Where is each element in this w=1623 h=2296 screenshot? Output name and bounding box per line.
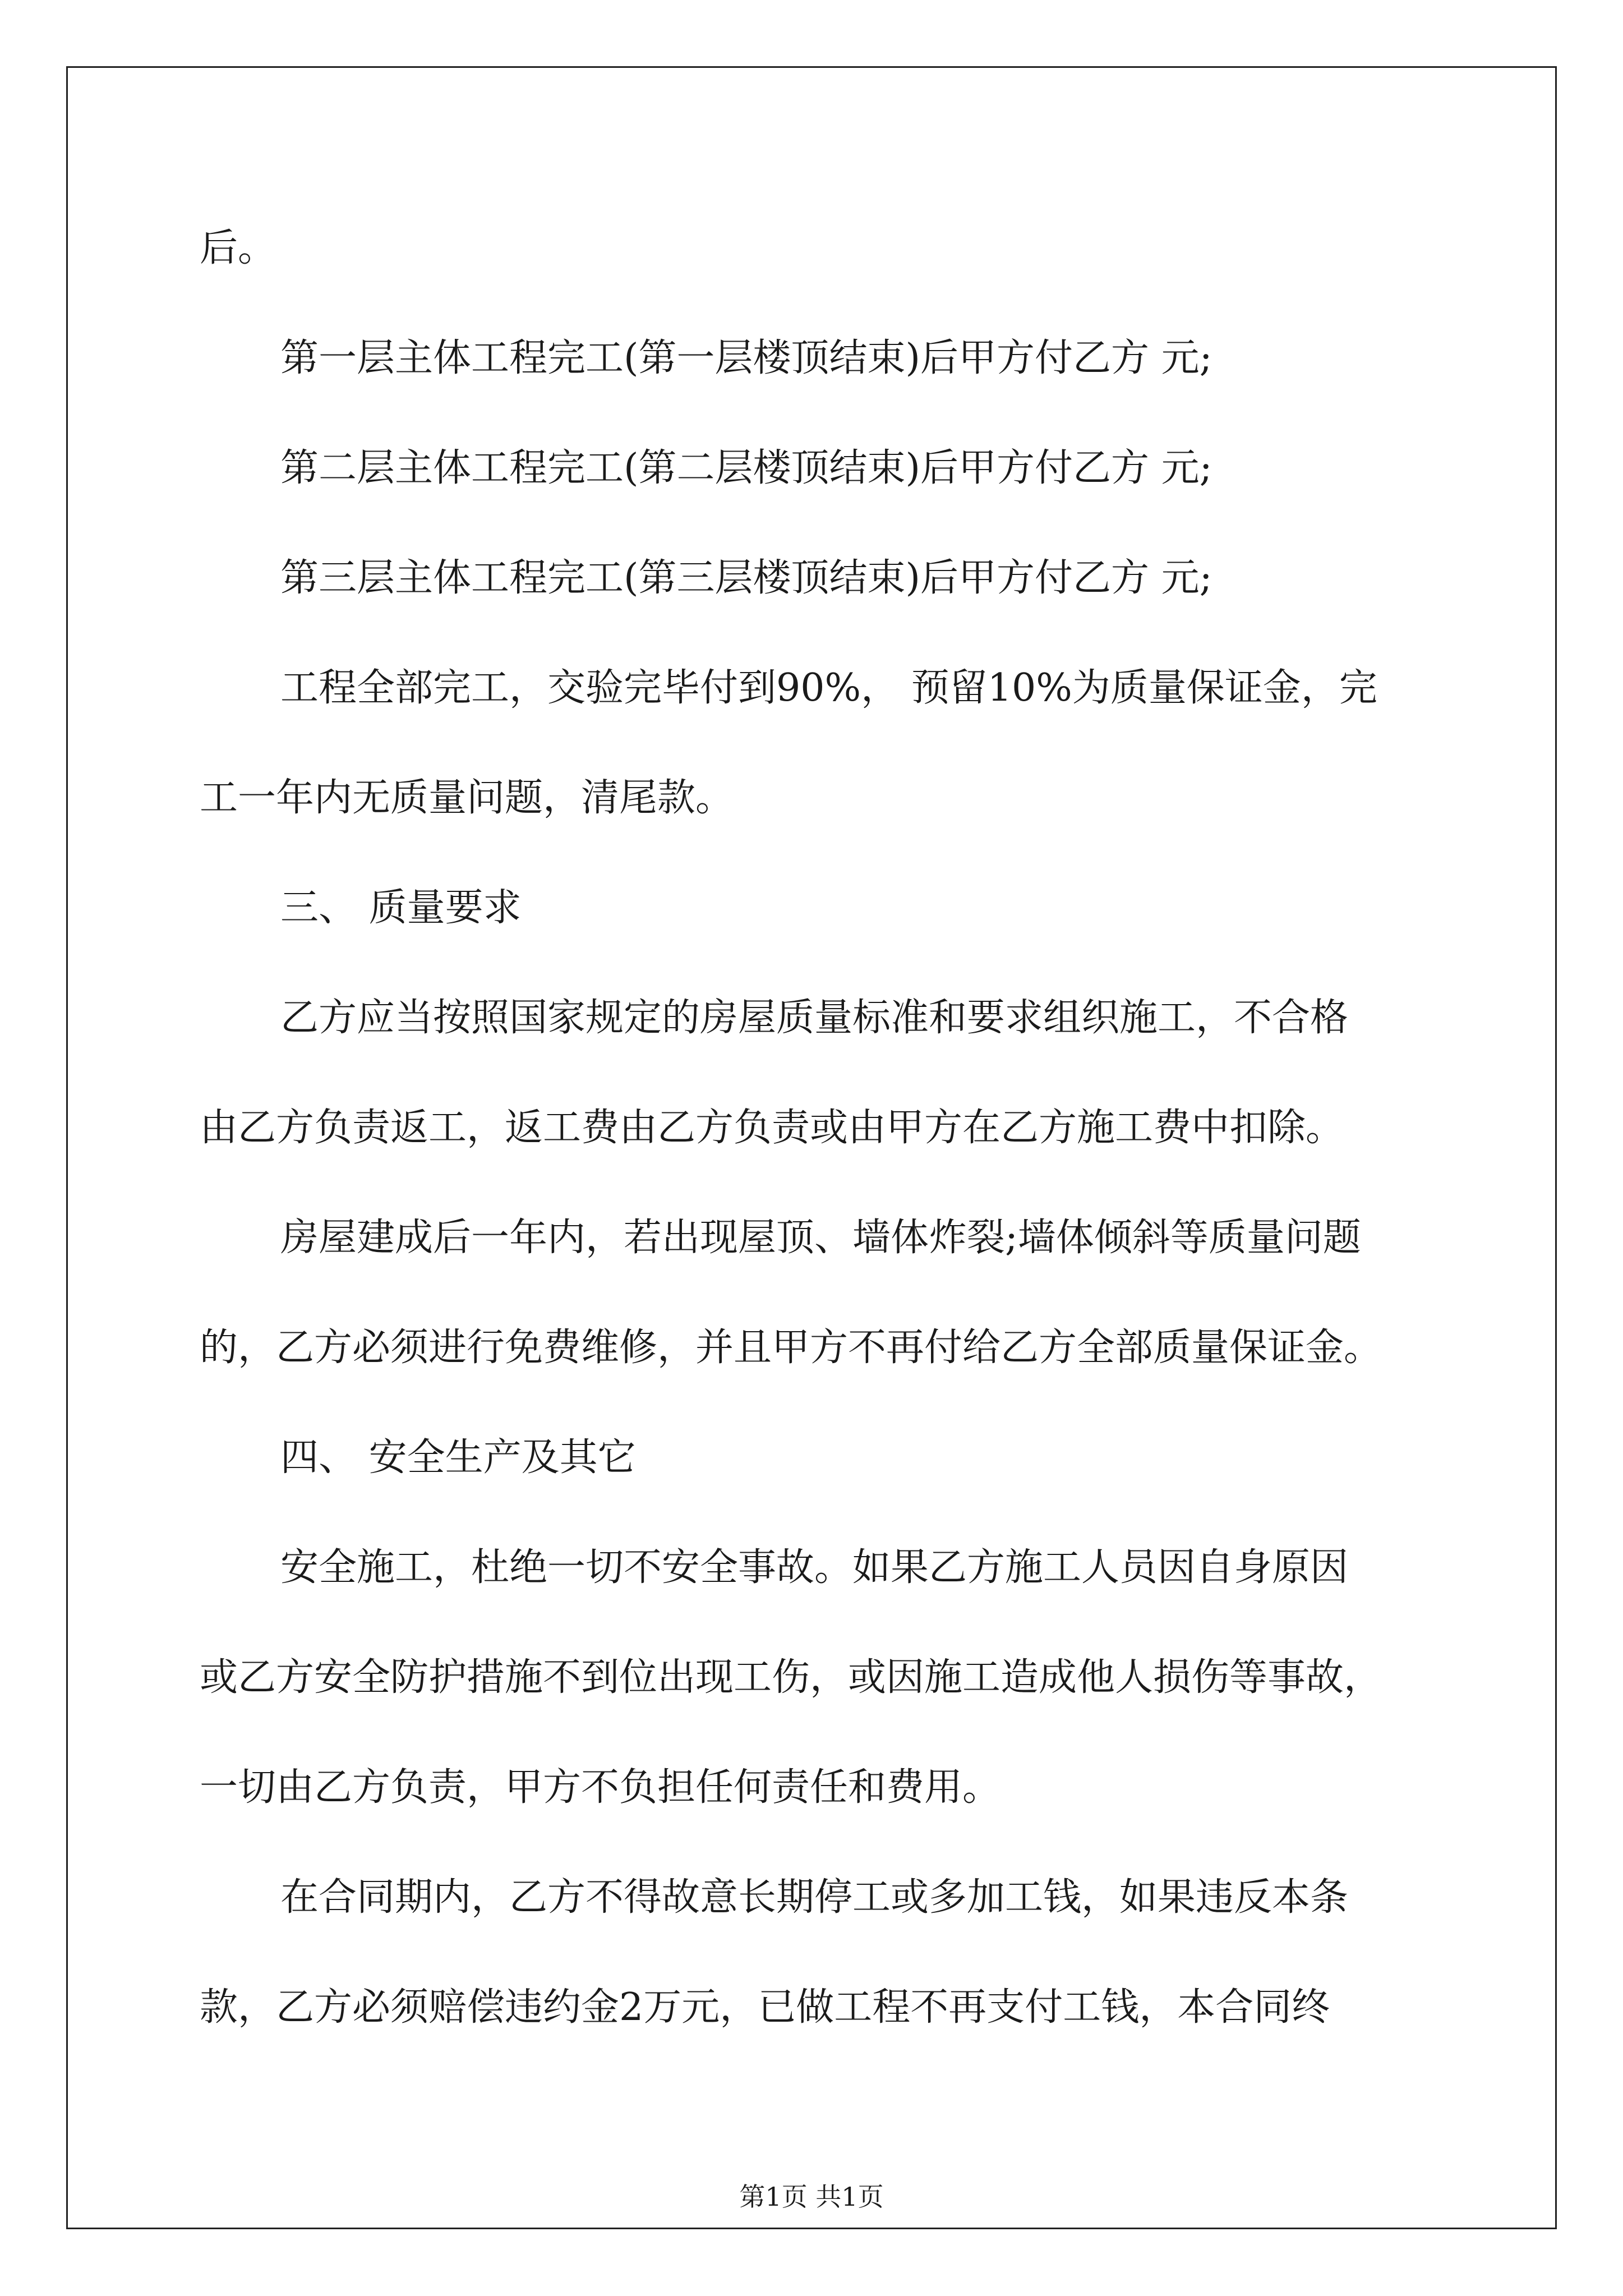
text-line: 款，乙方必须赔偿违约金2万元，已做工程不再支付工钱，本合同终 <box>200 1985 1330 2030</box>
text-line: 工程全部完工，交验完毕付到90%， 预留10%为质量保证金，完 <box>280 666 1377 710</box>
text-line: 或乙方安全防护措施不到位出现工伤，或因施工造成他人损伤等事故， <box>200 1655 1382 1700</box>
page-number: 第1页 共1页 <box>739 2182 884 2212</box>
text-line: 后。 <box>200 226 276 270</box>
text-line: 安全施工，杜绝一切不安全事故。如果乙方施工人员因自身原因 <box>280 1545 1349 1590</box>
text-line: 第一层主体工程完工(第一层楼顶结束)后甲方付乙方 元; <box>280 336 1212 380</box>
text-line: 在合同期内，乙方不得故意长期停工或多加工钱，如果违反本条 <box>280 1875 1349 1920</box>
text-line: 由乙方负责返工，返工费由乙方负责或由甲方在乙方施工费中扣除。 <box>200 1106 1344 1150</box>
text-line: 乙方应当按照国家规定的房屋质量标准和要求组织施工，不合格 <box>280 996 1349 1040</box>
section-heading: 四、 安全生产及其它 <box>280 1435 636 1480</box>
text-line: 一切由乙方负责，甲方不负担任何责任和费用。 <box>200 1765 1001 1810</box>
text-line: 第三层主体工程完工(第三层楼顶结束)后甲方付乙方 元; <box>280 556 1212 600</box>
text-line: 房屋建成后一年内，若出现屋顶、墙体炸裂;墙体倾斜等质量问题 <box>280 1216 1361 1260</box>
section-heading: 三、 质量要求 <box>280 886 522 930</box>
text-line: 第二层主体工程完工(第二层楼顶结束)后甲方付乙方 元; <box>280 446 1212 490</box>
text-line: 的，乙方必须进行免费维修，并且甲方不再付给乙方全部质量保证金。 <box>200 1326 1382 1370</box>
text-line: 工一年内无质量问题，清尾款。 <box>200 776 734 820</box>
